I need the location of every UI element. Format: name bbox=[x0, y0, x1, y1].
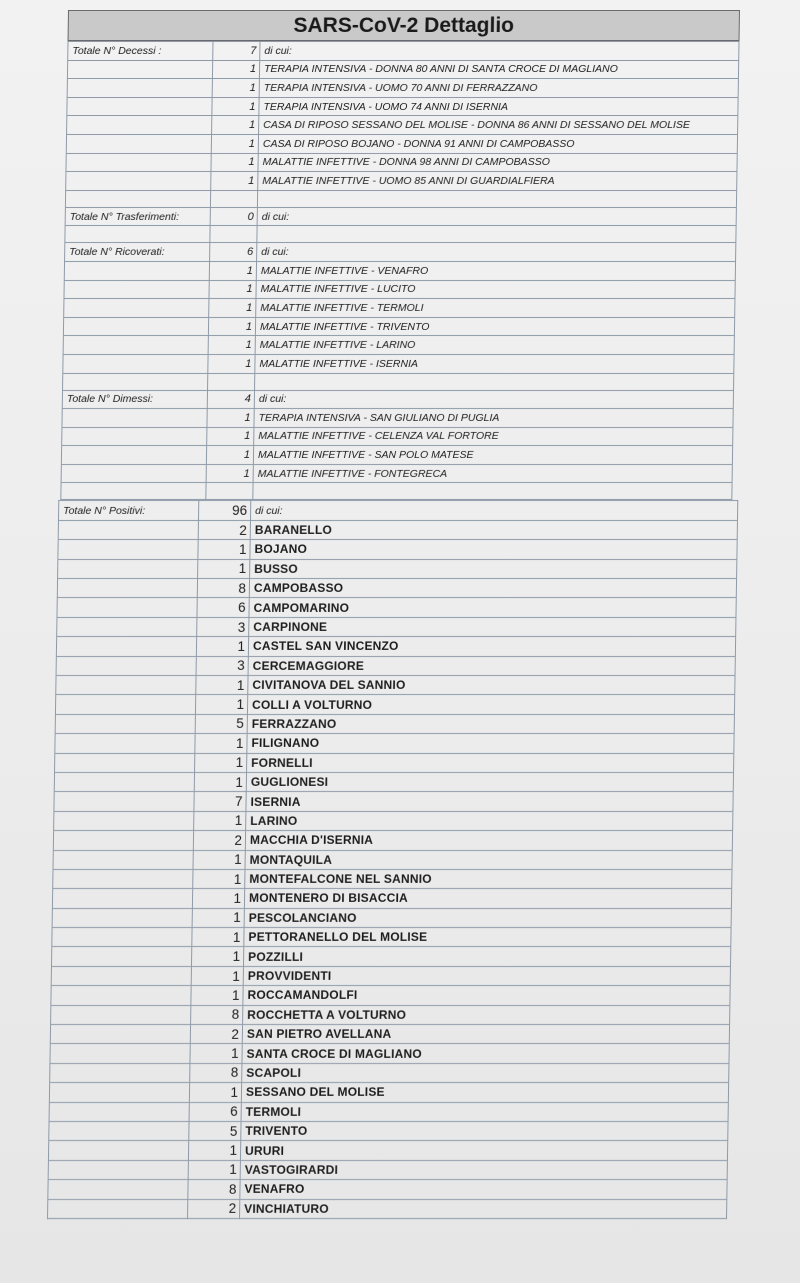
empty-cell bbox=[64, 261, 209, 280]
empty-cell bbox=[57, 598, 197, 617]
table-row bbox=[52, 928, 731, 947]
positivi-row-text: PETTORANELLO DEL MOLISE bbox=[244, 928, 731, 947]
gap-row bbox=[63, 373, 734, 390]
ricoverati-label: Totale N° Ricoverati: bbox=[65, 243, 210, 262]
decessi-row-count: 1 bbox=[212, 60, 259, 79]
decessi-row-count: 1 bbox=[211, 153, 258, 172]
positivi-row-count: 1 bbox=[195, 695, 247, 714]
table-row bbox=[62, 427, 733, 446]
empty-cell bbox=[54, 792, 194, 811]
positivi-row-text: LARINO bbox=[246, 811, 733, 830]
empty-cell bbox=[53, 850, 193, 869]
positivi-row-text: VASTOGIRARDI bbox=[240, 1160, 727, 1179]
table-row bbox=[53, 850, 732, 869]
table-row bbox=[58, 540, 737, 559]
empty-cell bbox=[48, 1141, 188, 1160]
positivi-row-text: BARANELLO bbox=[250, 520, 737, 539]
table-row bbox=[51, 966, 730, 985]
table-row bbox=[49, 1083, 728, 1102]
positivi-row-count: 1 bbox=[192, 908, 244, 927]
positivi-row-text: PROVVIDENTI bbox=[243, 966, 730, 985]
decessi-row-count: 1 bbox=[212, 79, 259, 98]
positivi-row-text: SESSANO DEL MOLISE bbox=[241, 1083, 728, 1102]
positivi-row-count: 1 bbox=[188, 1141, 240, 1160]
table-row bbox=[64, 299, 735, 318]
table-row bbox=[57, 617, 736, 636]
positivi-row-text: MONTEFALCONE NEL SANNIO bbox=[245, 869, 732, 888]
positivi-row-text: SAN PIETRO AVELLANA bbox=[242, 1025, 729, 1044]
positivi-row-count: 8 bbox=[197, 579, 249, 598]
positivi-table bbox=[47, 500, 738, 1218]
empty-cell bbox=[49, 1102, 189, 1121]
dimessi-row-count: 1 bbox=[207, 427, 254, 446]
positivi-row-count: 1 bbox=[191, 947, 243, 966]
empty-cell bbox=[56, 656, 196, 675]
decessi-row-count: 1 bbox=[212, 97, 259, 116]
table-row bbox=[55, 695, 734, 714]
summary-table bbox=[60, 41, 739, 500]
table-row bbox=[51, 1005, 730, 1024]
positivi-row-text: SANTA CROCE DI MAGLIANO bbox=[242, 1044, 729, 1063]
ricoverati-row-text: MALATTIE INFETTIVE - VENAFRO bbox=[256, 261, 735, 280]
positivi-row-text: CIVITANOVA DEL SANNIO bbox=[248, 675, 735, 694]
trasferimenti-dicui: di cui: bbox=[257, 207, 736, 226]
ricoverati-row-count: 1 bbox=[209, 299, 256, 318]
empty-cell bbox=[67, 79, 212, 98]
positivi-row-count: 1 bbox=[193, 850, 245, 869]
positivi-row-text: CASTEL SAN VINCENZO bbox=[248, 637, 735, 656]
table-row bbox=[63, 354, 734, 373]
positivi-row-text: POZZILLI bbox=[243, 947, 730, 966]
dimessi-row-count: 1 bbox=[207, 409, 254, 428]
table-row bbox=[48, 1160, 727, 1179]
positivi-row-count: 1 bbox=[191, 986, 243, 1005]
positivi-row-count: 1 bbox=[194, 811, 246, 830]
empty-cell bbox=[50, 1025, 190, 1044]
empty-cell bbox=[55, 734, 195, 753]
positivi-row-text: ISERNIA bbox=[246, 792, 733, 811]
empty-cell bbox=[56, 637, 196, 656]
empty-cell bbox=[48, 1180, 188, 1199]
dimessi-dicui: di cui: bbox=[254, 390, 733, 409]
table-row bbox=[51, 986, 730, 1005]
gap-row bbox=[65, 226, 736, 243]
positivi-row-text: CERCEMAGGIORE bbox=[248, 656, 735, 675]
positivi-row-text: MONTAQUILA bbox=[245, 850, 732, 869]
report-title: SARS-CoV-2 Dettaglio bbox=[68, 10, 740, 41]
decessi-section bbox=[66, 42, 739, 191]
dimessi-row-text: TERAPIA INTENSIVA - SAN GIULIANO DI PUGLIA bbox=[254, 409, 733, 428]
table-row bbox=[57, 598, 736, 617]
table-row bbox=[56, 656, 735, 675]
positivi-row-count: 5 bbox=[195, 714, 247, 733]
positivi-row-text: FORNELLI bbox=[247, 753, 734, 772]
positivi-row-count: 8 bbox=[190, 1063, 242, 1082]
empty-cell bbox=[54, 772, 194, 791]
table-row bbox=[63, 336, 734, 355]
dimessi-row-count: 1 bbox=[206, 464, 253, 483]
empty-cell bbox=[64, 280, 209, 299]
table-row bbox=[53, 869, 732, 888]
empty-cell bbox=[51, 947, 191, 966]
positivi-row-count: 8 bbox=[191, 1005, 243, 1024]
empty-cell bbox=[55, 714, 195, 733]
table-row bbox=[61, 446, 732, 465]
table-row bbox=[54, 792, 733, 811]
decessi-row-text: TERAPIA INTENSIVA - UOMO 70 ANNI DI FERRAZZANO bbox=[259, 79, 738, 98]
trasferimenti-section bbox=[65, 207, 736, 226]
ricoverati-row-count: 1 bbox=[208, 317, 255, 336]
positivi-row-text: FILIGNANO bbox=[247, 734, 734, 753]
positivi-row-count: 2 bbox=[193, 831, 245, 850]
empty-cell bbox=[62, 409, 207, 428]
empty-cell bbox=[54, 811, 194, 830]
empty-cell bbox=[50, 1063, 190, 1082]
positivi-row-text: CAMPOBASSO bbox=[249, 579, 736, 598]
empty-cell bbox=[63, 317, 208, 336]
gap-row bbox=[61, 483, 732, 500]
table-row bbox=[56, 675, 735, 694]
positivi-row-text: TERMOLI bbox=[241, 1102, 728, 1121]
table-row bbox=[66, 172, 737, 191]
positivi-row-count: 1 bbox=[195, 734, 247, 753]
dimessi-row-count: 1 bbox=[206, 446, 253, 465]
positivi-row-text: PESCOLANCIANO bbox=[244, 908, 731, 927]
empty-cell bbox=[48, 1160, 188, 1179]
table-row bbox=[49, 1102, 728, 1121]
empty-cell bbox=[63, 354, 208, 373]
empty-cell bbox=[57, 579, 197, 598]
table-row bbox=[48, 1141, 727, 1160]
table-row bbox=[48, 1180, 727, 1199]
empty-cell bbox=[53, 831, 193, 850]
positivi-row-count: 2 bbox=[190, 1025, 242, 1044]
table-row bbox=[66, 153, 737, 172]
dimessi-label: Totale N° Dimessi: bbox=[62, 390, 207, 409]
table-row bbox=[67, 116, 738, 135]
decessi-row-text: CASA DI RIPOSO SESSANO DEL MOLISE - DONNA 86 ANNI DI SESSANO DEL MOLISE bbox=[259, 116, 738, 135]
empty-cell bbox=[63, 336, 208, 355]
table-row bbox=[49, 1121, 728, 1140]
empty-cell bbox=[52, 889, 192, 908]
positivi-row-text: VINCHIATURO bbox=[240, 1199, 727, 1218]
empty-cell bbox=[55, 695, 195, 714]
decessi-count: 7 bbox=[213, 42, 260, 61]
table-row bbox=[50, 1025, 729, 1044]
positivi-row-count: 1 bbox=[196, 675, 248, 694]
table-row bbox=[57, 579, 736, 598]
positivi-row-count: 3 bbox=[196, 656, 248, 675]
empty-cell bbox=[66, 134, 211, 153]
table-row bbox=[54, 772, 733, 791]
positivi-row-count: 1 bbox=[196, 637, 248, 656]
dimessi-row-text: MALATTIE INFETTIVE - CELENZA VAL FORTORE bbox=[254, 427, 733, 446]
positivi-row-count: 1 bbox=[190, 1044, 242, 1063]
table-row bbox=[67, 60, 738, 79]
positivi-section bbox=[48, 501, 738, 1218]
trasferimenti-label: Totale N° Trasferimenti: bbox=[65, 207, 210, 226]
table-row bbox=[54, 811, 733, 830]
decessi-row-text: TERAPIA INTENSIVA - DONNA 80 ANNI DI SANTA CROCE DI MAGLIANO bbox=[259, 60, 738, 79]
positivi-label: Totale N° Positivi: bbox=[58, 501, 198, 520]
ricoverati-row-count: 1 bbox=[208, 336, 255, 355]
positivi-row-count: 1 bbox=[192, 889, 244, 908]
empty-cell bbox=[67, 60, 212, 79]
positivi-row-text: CARPINONE bbox=[249, 617, 736, 636]
empty-cell bbox=[67, 97, 212, 116]
positivi-row-count: 1 bbox=[198, 559, 250, 578]
positivi-row-text: MONTENERO DI BISACCIA bbox=[244, 889, 731, 908]
positivi-row-count: 5 bbox=[189, 1121, 241, 1140]
positivi-row-text: CAMPOMARINO bbox=[249, 598, 736, 617]
empty-cell bbox=[61, 464, 206, 483]
ricoverati-row-text: MALATTIE INFETTIVE - LARINO bbox=[255, 336, 734, 355]
positivi-dicui: di cui: bbox=[250, 501, 737, 520]
table-row bbox=[55, 753, 734, 772]
empty-cell bbox=[58, 540, 198, 559]
dimessi-section bbox=[61, 390, 733, 483]
positivi-row-count: 8 bbox=[188, 1180, 240, 1199]
dimessi-row-text: MALATTIE INFETTIVE - FONTEGRECA bbox=[253, 464, 732, 483]
table-row bbox=[67, 79, 738, 98]
ricoverati-section bbox=[63, 243, 736, 373]
report-document bbox=[25, 10, 774, 1219]
decessi-row-count: 1 bbox=[211, 134, 258, 153]
ricoverati-row-count: 1 bbox=[208, 354, 255, 373]
empty-cell bbox=[66, 153, 211, 172]
decessi-row-text: MALATTIE INFETTIVE - UOMO 85 ANNI DI GUARDIALFIERA bbox=[258, 172, 737, 191]
table-row bbox=[66, 134, 737, 153]
positivi-row-count: 2 bbox=[188, 1199, 240, 1218]
table-row bbox=[58, 559, 737, 578]
table-row bbox=[58, 520, 737, 539]
empty-cell bbox=[57, 617, 197, 636]
positivi-row-text: COLLI A VOLTURNO bbox=[247, 695, 734, 714]
positivi-row-count: 1 bbox=[193, 869, 245, 888]
table-row bbox=[56, 637, 735, 656]
positivi-row-text: URURI bbox=[240, 1141, 727, 1160]
dimessi-row-text: MALATTIE INFETTIVE - SAN POLO MATESE bbox=[253, 446, 732, 465]
empty-cell bbox=[67, 116, 212, 135]
positivi-row-count: 2 bbox=[198, 520, 250, 539]
positivi-row-text: TRIVENTO bbox=[241, 1121, 728, 1140]
positivi-row-count: 6 bbox=[197, 598, 249, 617]
positivi-row-count: 1 bbox=[189, 1083, 241, 1102]
ricoverati-row-text: MALATTIE INFETTIVE - LUCITO bbox=[256, 280, 735, 299]
empty-cell bbox=[52, 908, 192, 927]
positivi-row-text: BUSSO bbox=[250, 559, 737, 578]
decessi-row-text: TERAPIA INTENSIVA - UOMO 74 ANNI DI ISERNIA bbox=[259, 97, 738, 116]
positivi-row-text: MACCHIA D'ISERNIA bbox=[245, 831, 732, 850]
empty-cell bbox=[49, 1121, 189, 1140]
decessi-label: Totale N° Decessi : bbox=[68, 42, 213, 61]
ricoverati-count: 6 bbox=[210, 243, 257, 262]
empty-cell bbox=[52, 928, 192, 947]
decessi-row-text: CASA DI RIPOSO BOJANO - DONNA 91 ANNI DI CAMPOBASSO bbox=[258, 134, 737, 153]
empty-cell bbox=[48, 1199, 188, 1218]
table-row bbox=[67, 97, 738, 116]
table-row bbox=[64, 261, 735, 280]
positivi-row-count: 1 bbox=[198, 540, 250, 559]
positivi-row-text: BOJANO bbox=[250, 540, 737, 559]
table-row bbox=[61, 464, 732, 483]
empty-cell bbox=[66, 172, 211, 191]
decessi-row-text: MALATTIE INFETTIVE - DONNA 98 ANNI DI CAMPOBASSO bbox=[258, 153, 737, 172]
ricoverati-row-text: MALATTIE INFETTIVE - ISERNIA bbox=[255, 354, 734, 373]
positivi-row-count: 3 bbox=[197, 617, 249, 636]
ricoverati-row-text: MALATTIE INFETTIVE - TERMOLI bbox=[256, 299, 735, 318]
table-row bbox=[63, 317, 734, 336]
positivi-row-count: 1 bbox=[188, 1160, 240, 1179]
table-row bbox=[52, 908, 731, 927]
table-row bbox=[51, 947, 730, 966]
positivi-row-count: 1 bbox=[191, 966, 243, 985]
table-row bbox=[64, 280, 735, 299]
empty-cell bbox=[51, 986, 191, 1005]
empty-cell bbox=[58, 520, 198, 539]
ricoverati-row-count: 1 bbox=[209, 261, 256, 280]
positivi-row-text: SCAPOLI bbox=[242, 1063, 729, 1082]
ricoverati-row-count: 1 bbox=[209, 280, 256, 299]
positivi-row-text: ROCCHETTA A VOLTURNO bbox=[243, 1005, 730, 1024]
empty-cell bbox=[62, 427, 207, 446]
empty-cell bbox=[49, 1083, 189, 1102]
positivi-row-text: VENAFRO bbox=[240, 1180, 727, 1199]
positivi-row-count: 1 bbox=[195, 753, 247, 772]
table-row bbox=[52, 889, 731, 908]
table-row bbox=[62, 409, 733, 428]
empty-cell bbox=[61, 446, 206, 465]
empty-cell bbox=[56, 675, 196, 694]
positivi-row-count: 1 bbox=[194, 772, 246, 791]
table-row bbox=[55, 714, 734, 733]
positivi-count: 96 bbox=[198, 501, 250, 520]
empty-cell bbox=[51, 966, 191, 985]
positivi-row-count: 6 bbox=[189, 1102, 241, 1121]
dimessi-count: 4 bbox=[207, 390, 254, 409]
positivi-row-text: GUGLIONESI bbox=[246, 772, 733, 791]
ricoverati-dicui: di cui: bbox=[257, 243, 736, 262]
decessi-row-count: 1 bbox=[211, 172, 258, 191]
empty-cell bbox=[55, 753, 195, 772]
positivi-row-text: ROCCAMANDOLFI bbox=[243, 986, 730, 1005]
positivi-row-count: 7 bbox=[194, 792, 246, 811]
table-row bbox=[55, 734, 734, 753]
empty-cell bbox=[53, 869, 193, 888]
decessi-dicui: di cui: bbox=[260, 42, 739, 61]
empty-cell bbox=[58, 559, 198, 578]
table-row bbox=[48, 1199, 727, 1218]
decessi-row-count: 1 bbox=[212, 116, 259, 135]
positivi-row-text: FERRAZZANO bbox=[247, 714, 734, 733]
table-row bbox=[50, 1044, 729, 1063]
table-row bbox=[53, 831, 732, 850]
empty-cell bbox=[51, 1005, 191, 1024]
table-row bbox=[50, 1063, 729, 1082]
empty-cell bbox=[64, 299, 209, 318]
empty-cell bbox=[50, 1044, 190, 1063]
positivi-row-count: 1 bbox=[192, 928, 244, 947]
gap-row bbox=[65, 190, 736, 207]
trasferimenti-count: 0 bbox=[210, 207, 257, 226]
ricoverati-row-text: MALATTIE INFETTIVE - TRIVENTO bbox=[255, 317, 734, 336]
